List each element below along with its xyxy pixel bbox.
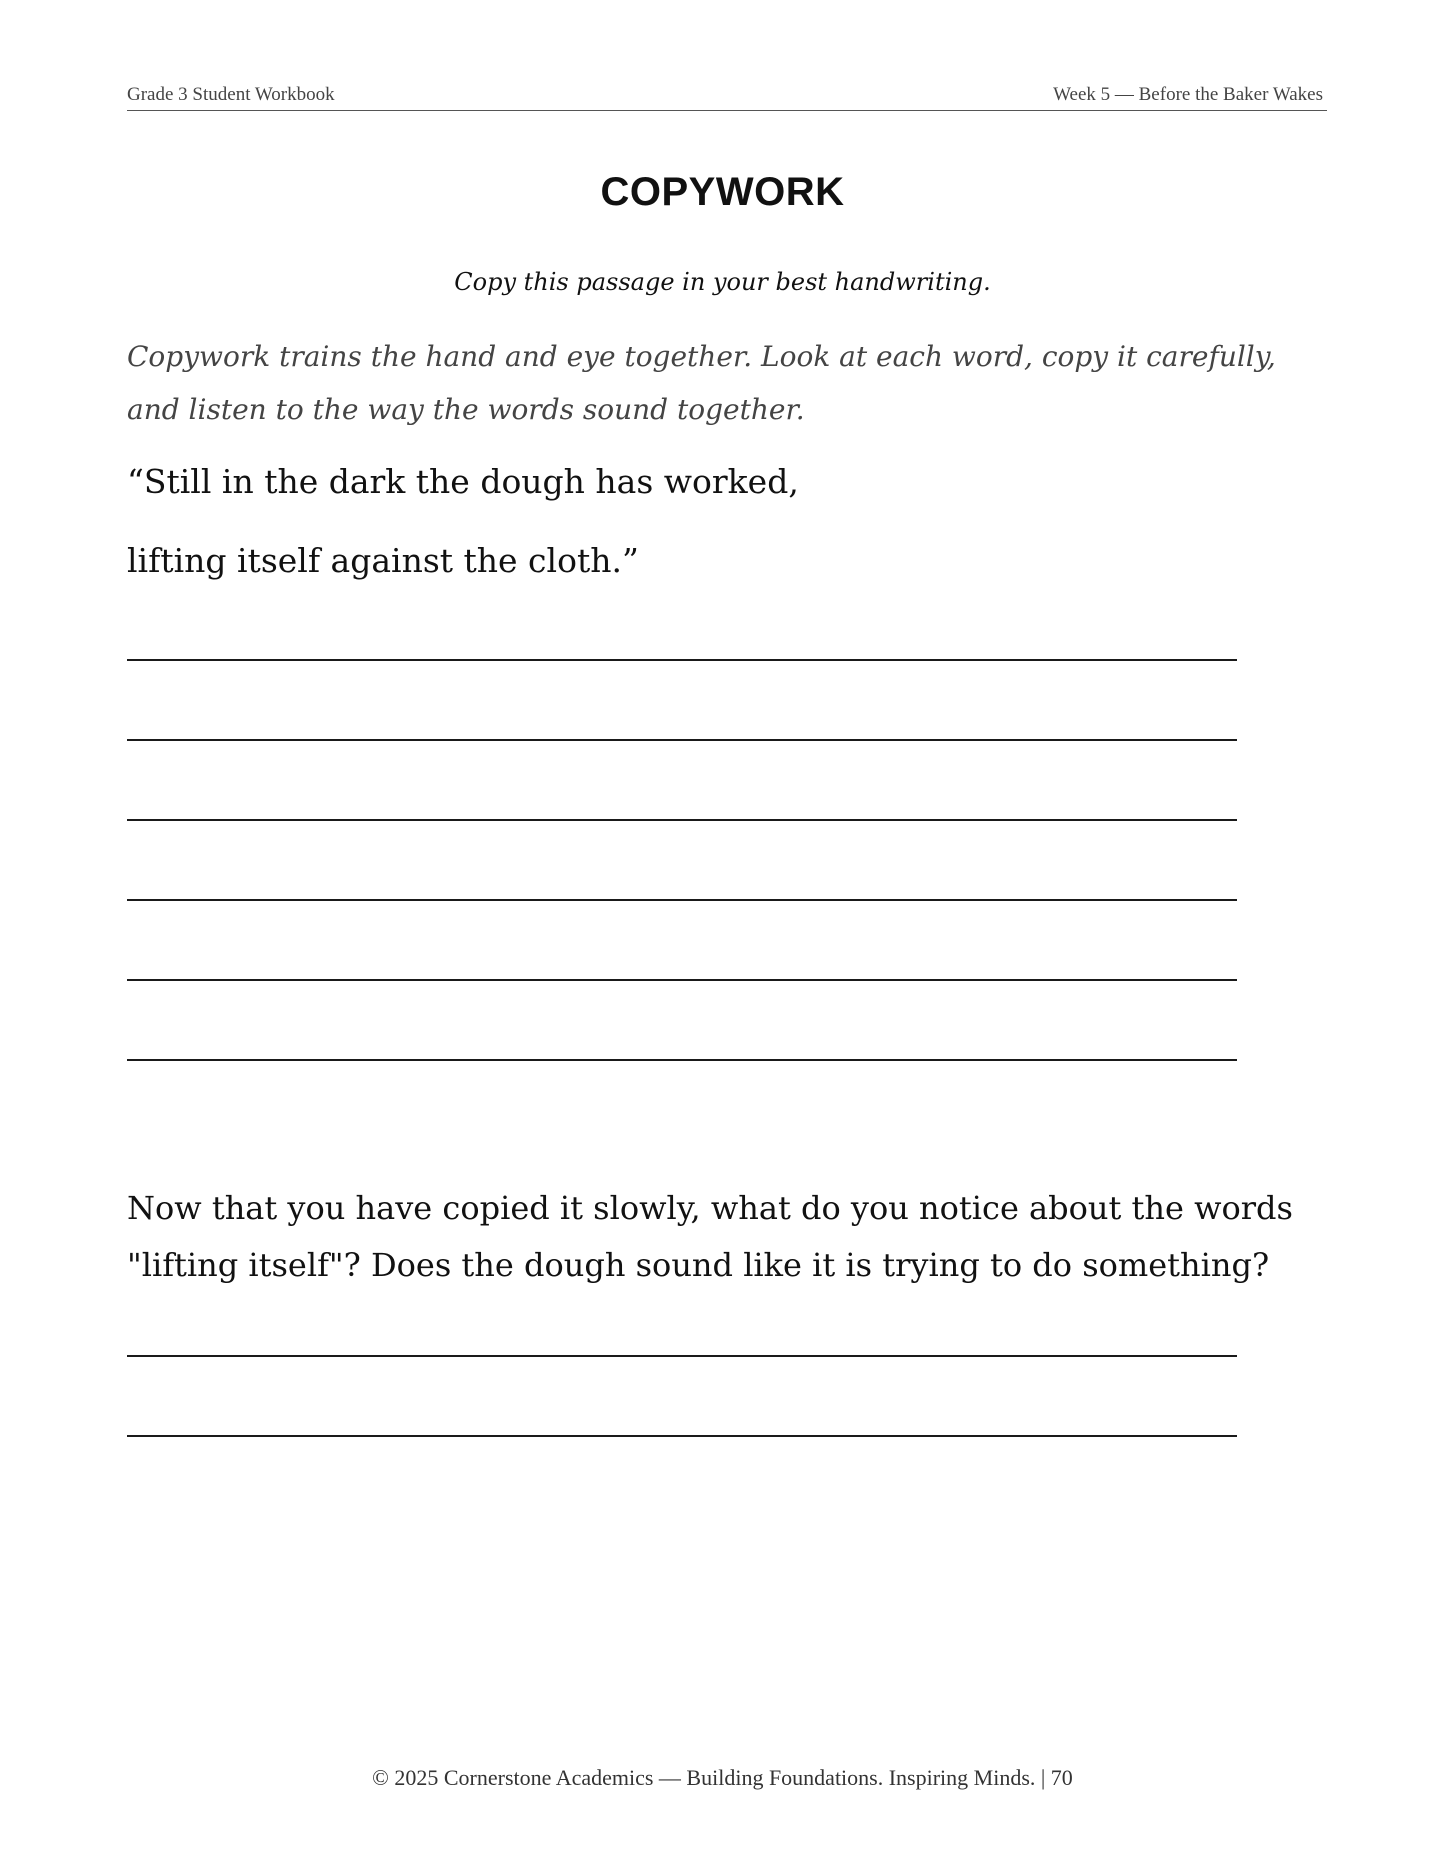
passage-line-2: lifting itself against the cloth.”: [127, 541, 639, 580]
copy-writing-line-5[interactable]: [127, 979, 1237, 981]
intro-paragraph: Copywork trains the hand and eye together. Look at each word, copy it carefully, and listen to the way the words sound together.: [127, 340, 1276, 426]
answer-writing-line-2[interactable]: [127, 1435, 1237, 1437]
copy-writing-line-4[interactable]: [127, 899, 1237, 901]
workbook-name: Grade 3 Student Workbook: [127, 84, 335, 105]
passage-line-1: “Still in the dark the dough has worked,: [127, 462, 799, 501]
answer-writing-line-1[interactable]: [127, 1355, 1237, 1357]
week-title: Week 5 — Before the Baker Wakes: [1053, 84, 1323, 105]
instruction-text: Copy this passage in your best handwriting.: [454, 268, 991, 296]
reflection-question: Now that you have copied it slowly, what do you notice about the words "lifting itself"? Does the dough sound like it is trying to do something?: [127, 1189, 1293, 1284]
copy-writing-line-1[interactable]: [127, 659, 1237, 661]
page-title: COPYWORK: [600, 170, 845, 214]
page-header: [127, 80, 1327, 111]
copy-writing-line-6[interactable]: [127, 1059, 1237, 1061]
copy-writing-line-3[interactable]: [127, 819, 1237, 821]
page-footer: © 2025 Cornerstone Academics — Building Foundations. Inspiring Minds. | 70: [372, 1765, 1073, 1790]
copy-writing-line-2[interactable]: [127, 739, 1237, 741]
